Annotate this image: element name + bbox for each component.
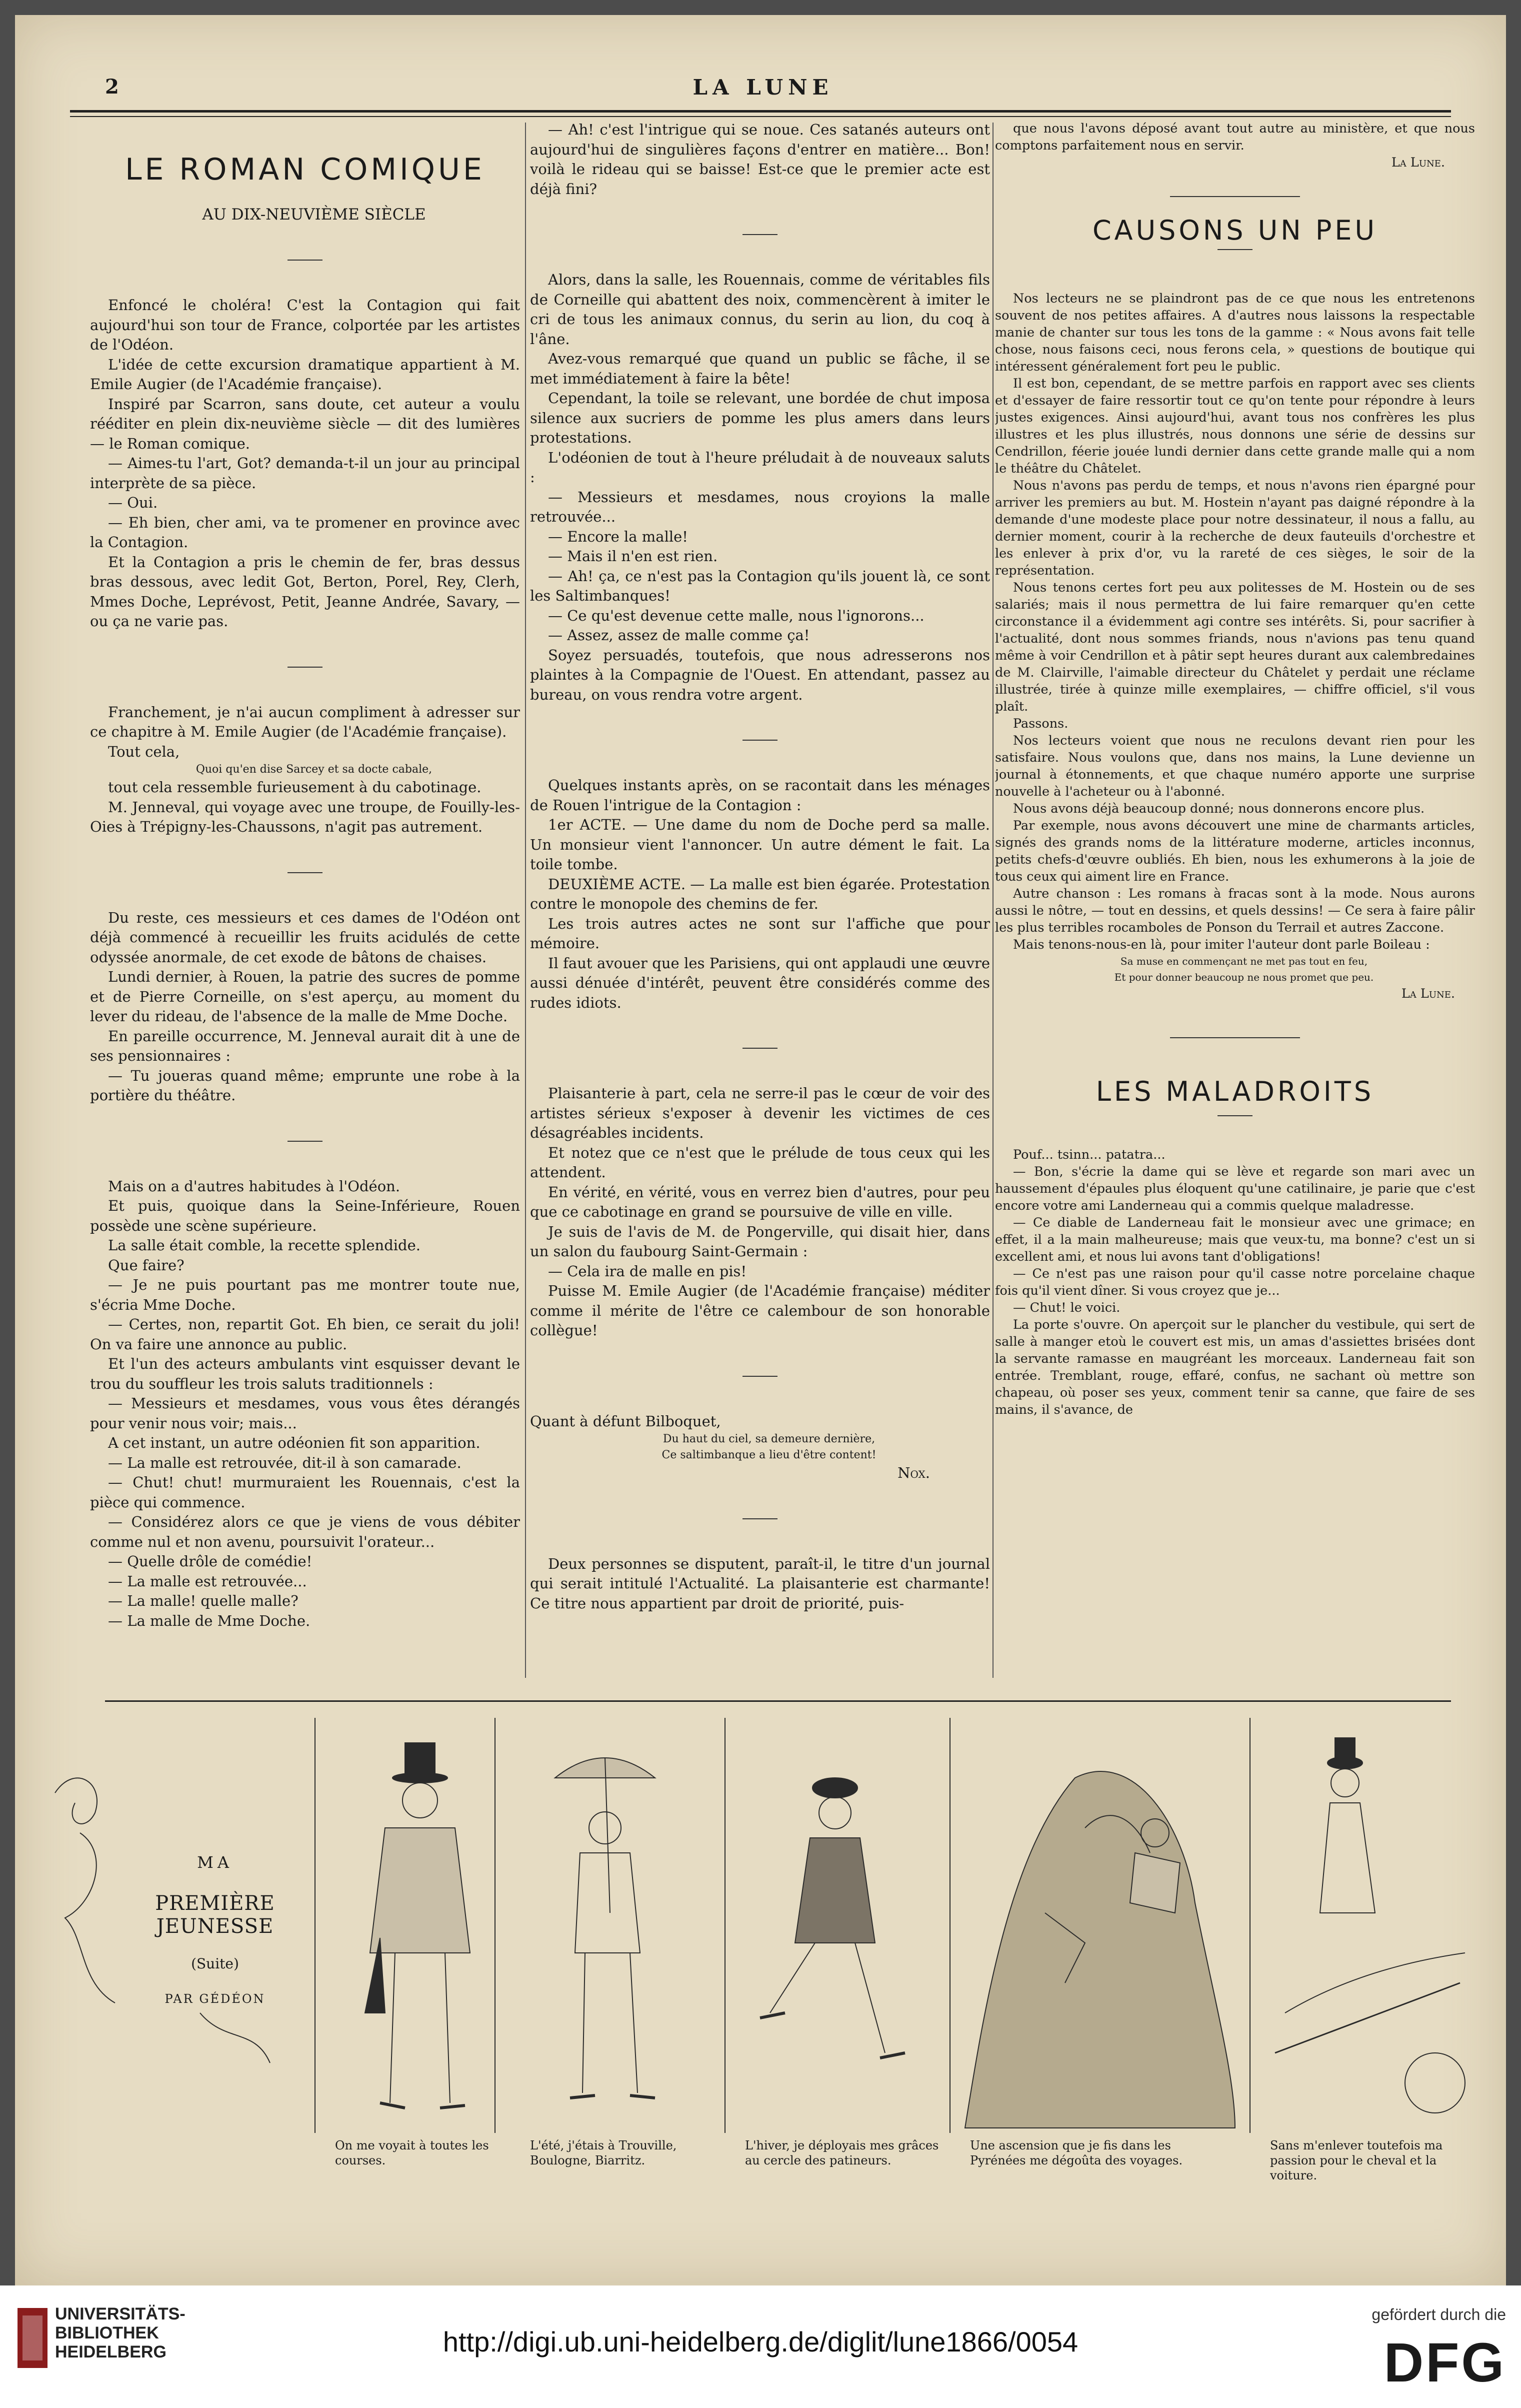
paragraph: Nous n'avons pas perdu de temps, et nous n'avons rien épargné pour arriver les premiers au but. M. Hostein n'ayant pas daigné répondre à la demande d'une modeste place pour notre dessinateur, il nous a fallu, au dernier moment, courir à la recherche de deux fauteuils d'orchestre et les enlever à prix d'or, vu la rareté de ces sièges, le soir de la représentation. [995,478,1475,578]
paragraph: — La malle est retrouvée, dit-il à son camarade. [108,1454,462,1471]
paragraph: Soyez persuadés, toutefois, que nous adresserons nos plaintes à la Compagnie de l'Ouest. En attendant, passez au bureau, on vous rendra votre argent. [530,646,990,703]
caption: Une ascension que je fis dans les Pyrénées me dégoûta des voyages. [970,2138,1183,2167]
separator [742,740,778,741]
paragraph: DEUXIÈME ACTE. — La malle est bien égarée. Protestation contre le monopole des chemins de fer. [530,875,990,912]
strip-title: PREMIÈRE JEUNESSE [155,1892,275,1938]
paragraph: Mais tenons-nous-en là, pour imiter l'auteur dont parle Boileau : [1013,937,1430,952]
paragraph: que nous l'avons déposé avant tout autre au ministère, et que nous comptons parfaitement nous en servir. [995,121,1475,153]
paragraph: Il faut avouer que les Parisiens, qui ont applaudi une œuvre aussi dénuée d'intérêt, peuvent être considérés comme des rudes idiots. [530,954,990,1011]
paragraph: Nos lecteurs ne se plaindront pas de ce que nous les entretenons souvent de nos petites affaires. A d'autres nous laissons la respectable manie de chanter sur tous les tons de la gamme : « Nous avons fait telle chose, nous faisons ceci, nous ferons cela, » questions de boutique qui intéressent généralement fort peu le public. [995,291,1475,374]
paragraph: Que faire? [108,1256,184,1274]
paragraph: — Tu joueras quand même; emprunte une robe à la portière du théâtre. [90,1067,520,1104]
separator [742,1048,778,1049]
paragraph: — Ce diable de Landerneau fait le monsieur avec une grimace; en effet, il a la main malheureuse; mais que veux-tu, ma bonne? c'est un si excellent ami, et nous lui avons tant d'obligations! [995,1215,1475,1264]
university-line: BIBLIOTHEK [55,2323,159,2342]
epitaph-intro: Quant à défunt Bilboquet, [530,1412,721,1430]
quote-line: Sa muse en commençant ne met pas tout en feu, [1120,955,1368,967]
paragraph: — Assez, assez de malle comme ça! [548,627,810,644]
paragraph: Avez-vous remarqué que quand un public se fâche, il se met immédiatement à faire la bête! [530,350,990,387]
paragraph: 1er ACTE. — Une dame du nom de Doche perd sa malle. Un monsieur vient l'annoncer. Un autre dément le fait. La toile tombe. [530,816,990,873]
digitization-footer [0,2285,1521,2408]
strip-suite: (Suite) [191,1955,239,1972]
newspaper-title: LA LUNE [692,75,834,100]
paragraph: — Cela ira de malle en pis! [548,1262,747,1280]
epitaph-line: Du haut du ciel, sa demeure dernière, [662,1433,876,1445]
paragraph: — Ce n'est pas une raison pour qu'il casse notre porcelaine chaque fois qu'il vient dîner. Si vous croyez que je... [995,1266,1475,1298]
header-rule-thin [70,116,1451,117]
article-title: LE ROMAN COMIQUE [125,152,485,187]
paragraph: Passons. [1013,716,1068,731]
paragraph: En vérité, en vérité, vous en verrez bien d'autres, pour peu que ce cabotinage en grand se poursuive de ville en ville. [530,1183,990,1220]
column-divider [992,123,994,1678]
paragraph: — Messieurs et mesdames, nous croyions la malle retrouvée... [530,488,990,525]
paragraph: Et la Contagion a pris le chemin de fer, bras dessus bras dessous, avec ledit Got, Berton, Porel, Rey, Clerh, Mmes Doche, Leprévost, Petit, Jeanne Andrée, Savary, — ou ça ne varie pas. [90,553,520,630]
paragraph: Inspiré par Scarron, sans doute, cet auteur a voulu rééditer en plein dix-neuvième siècle — dit des lumières — le Roman comique. [90,395,520,452]
university-line: UNIVERSITÄTS- [55,2304,186,2323]
paragraph: Nous avons déjà beaucoup donné; nous donnerons encore plus. [1013,801,1425,816]
article-body [530,776,990,1013]
paragraph: — Considérez alors ce que je viens de vous débiter comme nul et non avenu, poursuivit l'orateur... [90,1513,520,1550]
paragraph: — La malle! quelle malle? [108,1592,298,1609]
paragraph: — Encore la malle! [548,528,688,545]
ornament-icon [55,1778,97,1823]
column-3 [995,120,1475,1685]
separator [288,667,322,668]
figure-umbrella [555,1758,655,2098]
paragraph: Mais on a d'autres habitudes à l'Odéon. [108,1177,400,1195]
paragraph: Et l'un des acteurs ambulants vint esquisser devant le trou du souffleur les trois saluts traditionnels : [90,1355,520,1392]
illustration-strip [35,1703,1485,2203]
university-line: HEIDELBERG [55,2342,166,2361]
paragraph: Lundi dernier, à Rouen, la patrie des sucres de pomme et de Pierre Corneille, on s'est aperçu, au moment du lever du rideau, de l'absence de la malle de Mme Doche. [90,968,520,1025]
paragraph: Alors, dans la salle, les Rouennais, comme de véritables fils de Corneille qui abattent des noix, commencèrent à imiter le cri de tous les animaux connus, du serin au lion, du coq à l'âne. [530,271,990,348]
page-header [85,75,1441,105]
paragraph: Nous tenons certes fort peu aux politesses de M. Hostein ou de ses salariés; mais il nous permettra de lui faire remarquer qu'en cette circonstance il a évidemment agi contre ses intérêts. Si, pour sacrifier à l'actualité, dont nous sommes friands, nous n'avions pas tenu quand même à voir Cendrillon et à pâtir sept heures durant aux calembredaines de M. Clairville, l'aimable directeur du Châtelet y perdait une réclame illustrée, tirée à quinze mille exemplaires, — chiffre officiel, s'il vous plaît. [995,580,1475,714]
strip-rule [105,1700,1451,1702]
strip-author: PAR GÉDÉON [164,1992,266,2006]
caption: Sans m'enlever toutefois ma passion pour le cheval et la voiture. [1270,2138,1443,2182]
article-body [530,1084,990,1341]
separator [288,1141,322,1142]
header-rule [70,110,1451,113]
paragraph: Enfoncé le choléra! C'est la Contagion qui fait aujourd'hui son tour de France, colportée par les artistes de l'Odéon. [90,297,520,353]
separator [1218,1115,1252,1116]
paragraph: tout cela ressemble furieusement à du cabotinage. [108,779,482,796]
paragraph: Les trois autres actes ne sont sur l'affiche que pour mémoire. [530,915,990,952]
article-body [995,120,1475,154]
article-body [90,703,520,762]
paragraph: Franchement, je n'ai aucun compliment à adresser sur ce chapitre à M. Emile Augier (de l'Académie française). [90,703,520,740]
caption: L'été, j'étais à Trouville, Boulogne, Biarritz. [530,2138,677,2167]
paragraph: — Messieurs et mesdames, vous vous êtes dérangés pour venir nous voir; mais... [90,1395,520,1432]
paragraph: Deux personnes se disputent, paraît-il, le titre d'un journal qui serait intitulé l'Actualité. La plaisanterie est charmante! Ce titre nous appartient par droit de priorité, puis- [530,1555,990,1612]
column-1 [90,120,520,1685]
separator [742,1518,778,1519]
funded-by: gefördert durch die [1372,2305,1506,2323]
paragraph: La salle était comble, la recette splendide. [108,1237,421,1254]
paragraph: Il est bon, cependant, de se mettre parfois en rapport avec ses clients et d'essayer de faire ressortir tout ce qu'on tente pour répondre à leurs justes exigences. Ainsi aujourd'hui, avant tous nos confrères les plus illustres et les plus illustrés, nous donnons une série de dessins sur Cendrillon, féerie jouée lundi dernier dans cette grande malle qui a nom le théâtre du Châtelet. [995,376,1475,476]
separator [288,260,322,261]
paragraph: — Certes, non, repartit Got. Eh bien, ce serait du joli! On va faire une annonce au public. [90,1316,520,1353]
signature: Nox. [898,1464,930,1481]
quote-line: Et pour donner beaucoup ne nous promet que peu. [1114,971,1374,983]
figure-skater [760,1778,905,2058]
caption: L'hiver, je déployais mes grâces au cercle des patineurs. [745,2138,939,2167]
paragraph: En pareille occurrence, M. Jenneval aurait dit à une de ses pensionnaires : [90,1027,520,1064]
epitaph-line: Ce saltimbanque a lieu d'être content! [662,1449,876,1461]
ornament-icon [200,2013,270,2063]
paragraph: — Ce qu'est devenue cette malle, nous l'ignorons... [548,607,924,624]
paragraph: — Aimes-tu l'art, Got? demanda-t-il un jour au principal interprète de sa pièce. [90,455,520,492]
article-title: CAUSONS UN PEU [1092,215,1378,246]
figure-mountain [965,1771,1235,2128]
paragraph: Cependant, la toile se relevant, une bordée de chut imposa silence aux sucriers de pomme les plus amers dans leurs protestations. [530,390,990,446]
paragraph: M. Jenneval, qui voyage avec une troupe, de Fouilly-les-Oies à Trépigny-les-Chaussons, n'agit pas autrement. [90,798,520,835]
separator [1170,1037,1300,1038]
page-number: 2 [105,75,119,99]
article-body [90,908,520,1106]
newspaper-page [15,15,1506,2285]
paragraph: Puisse M. Emile Augier (de l'Académie française) méditer comme il mérite de l'être ce calembour de son honorable collègue! [530,1282,990,1339]
dfg-logo: DFG [1384,2332,1506,2393]
paragraph: Autre chanson : Les romans à fracas sont à la mode. Nous aurons aussi le nôtre, — tout en dessins, et quels dessins! — Ce sera à faire pâlir les plus terribles rocamboles de Ponson du Terrail et autres Zaccone. [995,886,1475,935]
article-body [530,270,990,705]
paragraph: — Quelle drôle de comédie! [108,1553,312,1570]
paragraph: — Oui. [108,494,158,511]
separator [288,872,322,873]
paragraph: — Je ne puis pourtant pas me montrer toute nue, s'écria Mme Doche. [90,1276,520,1313]
paragraph: Je suis de l'avis de M. de Pongerville, qui disait hier, dans un salon du faubourg Saint-Germain : [530,1223,990,1260]
paragraph: Et puis, quoique dans la Seine-Inférieure, Rouen possède une scène supérieure. [90,1197,520,1234]
separator [742,234,778,235]
paragraph: — Chut! chut! murmuraient les Rouennais, c'est la pièce qui commence. [90,1474,520,1511]
article-body [530,120,990,199]
paragraph: Du reste, ces messieurs et ces dames de l'Odéon ont déjà commencé à recueillir les fruits acidulés de cette odyssée anormale, de cet exode de bâtons de chaises. [90,909,520,966]
paragraph: L'odéonien de tout à l'heure préludait à de nouveaux saluts : [530,449,990,486]
article-body [90,778,520,837]
paragraph: — Mais il n'en est rien. [548,548,718,565]
strip-title-ma: MA [197,1853,233,1872]
caption: On me voyait à toutes les courses. [335,2138,489,2167]
paragraph: La porte s'ouvre. On aperçoit sur le plancher du vestibule, qui sert de salle à manger etoù le couvert est mis, un amas d'assiettes brisées dont la servante ramasse en maugréant les morceaux. Landerneau fait son entrée. Tremblant, rouge, effaré, confus, ne sachant où mettre son chapeau, où poser ses yeux, comment tenir sa canne, que faire de ses mains, il s'avance, de [995,1317,1475,1417]
paragraph: — Eh bien, cher ami, va te promener en province avec la Contagion. [90,514,520,551]
signature: La Lune. [1401,986,1455,1001]
strip-title-block [120,1853,310,2006]
paragraph: — Bon, s'écrie la dame qui se lève et regarde son mari avec un haussement d'épaules plus éloquent qu'une catilinaire, je parie que c'est encore votre ami Landerneau qui a commis quelque maladresse. [995,1164,1475,1213]
article-body [995,290,1475,953]
quote-line: Quoi qu'en dise Sarcey et sa docte cabale, [196,763,432,776]
paragraph: A cet instant, un autre odéonien fit son apparition. [108,1434,480,1451]
article-subtitle: AU DIX-NEUVIÈME SIÈCLE [202,205,426,224]
column-divider [525,123,526,1678]
paragraph: — Ah! c'est l'intrigue qui se noue. Ces satanés auteurs ont aujourd'hui de singulières façons d'entrer en matière... Bon! voilà le rideau qui se baisse! Est-ce que le premier acte est déjà fini? [530,121,990,198]
paragraph: — La malle est retrouvée... [108,1572,307,1590]
paragraph: — Chut! le voici. [1013,1300,1120,1315]
figure-rider [1275,1738,1465,2113]
paragraph: Pouf... tsinn... patatra... [1013,1147,1166,1162]
signature: La Lune. [1391,155,1445,170]
source-url[interactable]: http://digi.ub.uni-heidelberg.de/diglit/lune1866/0054 [442,2326,1078,2357]
separator [1170,196,1300,197]
column-2 [530,120,990,1685]
paragraph: L'idée de cette excursion dramatique appartient à M. Emile Augier (de l'Académie française). [90,356,520,393]
article-body [90,1177,520,1631]
separator [742,1376,778,1377]
article-body [90,296,520,632]
paragraph: — La malle de Mme Doche. [108,1612,310,1629]
article-body [530,1554,990,1614]
paragraph: Et notez que ce n'est que le prélude de tous ceux qui les attendent. [530,1144,990,1181]
paragraph: Par exemple, nous avons découvert une mine de charmants articles, signés des grands noms de la littérature moderne, articles inconnus, petits chefs-d'œuvre oubliés. Eh bien, nous les exhumerons à la joie de tous ceux qui aiment lire en France. [995,818,1475,884]
figure-dandy [365,1743,470,2108]
article-body [995,1146,1475,1418]
paragraph: Quelques instants après, on se racontait dans les ménages de Rouen l'intrigue de la Contagion : [530,777,990,814]
paragraph: Tout cela, [108,743,180,760]
separator [1218,249,1252,250]
paragraph: Nos lecteurs voient que nous ne reculons devant rien pour les satisfaire. Nous voulons que, dans nos mains, la Lune devienne un journal à étonnements, et que chaque numéro apporte une surprise nouvelle à l'acheteur ou à l'abonné. [995,733,1475,799]
article-title: LES MALADROITS [1096,1076,1374,1107]
paragraph: Plaisanterie à part, cela ne serre-il pas le cœur de voir des artistes sérieux s'exposer à devenir les victimes de ces désagréables incidents. [530,1085,990,1141]
paragraph: — Ah! ça, ce n'est pas la Contagion qu'ils jouent là, ce sont les Saltimbanques! [530,567,990,604]
ornament-icon [65,1833,115,2003]
